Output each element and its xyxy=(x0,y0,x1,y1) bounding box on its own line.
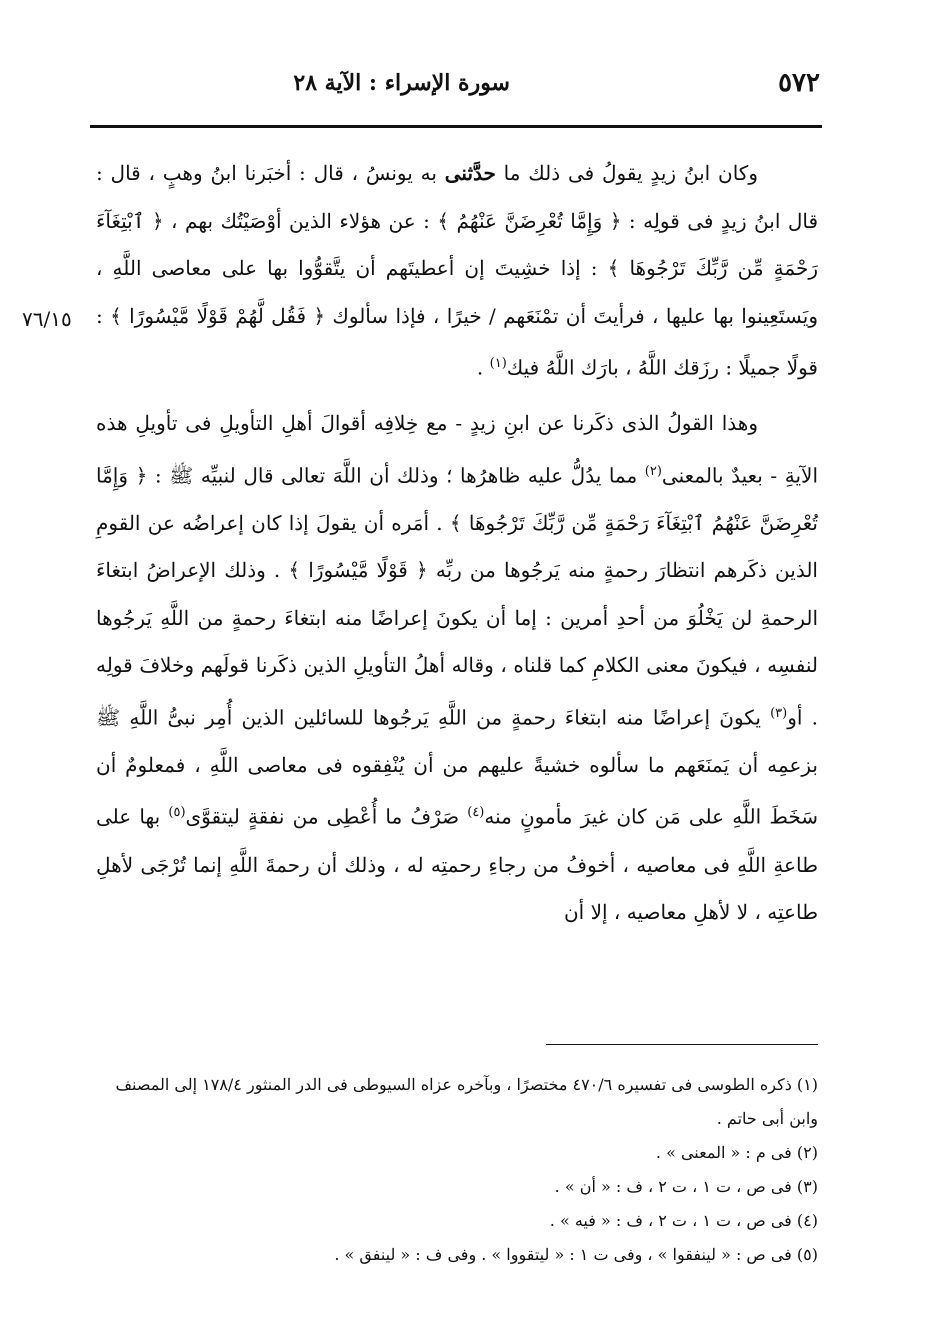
footnote: (٥) فى ص : « لينفقوا » ، وفى ت ١ : « ليتقووا » . وفى ف : « لينفق » . xyxy=(334,1245,818,1264)
quran-verse: ﴿ قَوْلًا مَّيْسُورًا ﴾ xyxy=(288,558,428,583)
quran-verse: ﴿ وَإِمَّا تُعْرِضَنَّ عَنْهُمُ ٱبْتِغَآءَ رَحْمَةٍ مِّن رَّبِّكَ تَرْجُوهَا ﴾ xyxy=(96,463,819,535)
text-run: . xyxy=(476,355,490,380)
page-number: ٥٧٢ xyxy=(778,68,820,98)
text-run: صَرْفُ ما أُعْطِى من نفقةٍ ليتقوَّى xyxy=(185,805,468,830)
main-text xyxy=(96,150,818,937)
quran-verse: ﴿ وَإِمَّا تُعْرِضَنَّ عَنْهُمُ ﴾ xyxy=(437,208,622,233)
quran-verse: ﴿ فَقُل لَّهُمْ قَوْلًا مَّيْسُورًا ﴾ xyxy=(110,303,326,328)
footnotes xyxy=(96,1068,818,1272)
header-divider xyxy=(90,125,822,128)
text-run: . أمَره أن يقولَ إذا كان إعراضُه عن القومِ الذين ذكَرهم انتظارَ رحمةٍ منه يَرجُوها من ربِّه xyxy=(96,510,818,583)
footnote: (٤) فى ص ، ت ١ ، ت ٢ ، ف : « فيه » . xyxy=(549,1211,818,1230)
text-run: : قولًا جميلًا : رزَقك اللَّهُ ، بارَك اللَّهُ فيك xyxy=(96,303,818,380)
emphasized-text: حدَّثنى xyxy=(444,161,496,185)
text-run: وكان ابنُ زيدٍ يقولُ فى ذلك ما xyxy=(495,161,758,185)
text-run: وهذا القولُ الذى ذكَرنا عن ابنِ زيدٍ - مع خِلافِه أقوالَ أهلِ التأويلِ فى تأويلِ هذه الآيةِ - بعيدٌ بالمعنى xyxy=(96,411,818,488)
footnote-marker: (٤) xyxy=(467,805,485,821)
paragraph xyxy=(96,400,818,936)
text-run: : إذا خشِيتَ إن أعطيتَهم أن يتَّقوُّوا بها على معاصى اللَّهِ ، ويَستَعِينوا بها عليها ، فرأيتَ أن تمْنَعَهم / خيرًا ، فإذا سألوك xyxy=(96,256,818,328)
text-run: يكونَ إعراضًا منه ابتغاءَ رحمةٍ من اللَّهِ يَرجُوها للسائلين الذين أُمِر نبىُّ اللَّهِ ﷺ بزعمِه أن يَمنَعَهم ما سألوه خشيةً عليهم من أن يُنْفِقوه فى معاصى اللَّهِ ، فمعلومٌ أن سَخَطَ اللَّهِ على مَن كان غيرَ مأمونٍ منه xyxy=(96,705,819,830)
margin-reference: ٧٦/١٥ xyxy=(22,307,72,331)
text-run: . وذلك الإعراضُ ابتغاءَ الرحمةِ لن يَخْلُوَ من أحدِ أمرين : إما أن يكونَ إعراضًا منه ابتغاءَ رحمةٍ من اللَّهِ يَرجُوها لنفسِه ، فيكونَ معنى الكلامِ كما قلناه ، وقاله أهلُ التأويلِ الذين ذكَرنا قولَهم وخلافَ قولِه . أو xyxy=(96,558,818,730)
footnote-marker: (٢) xyxy=(644,463,662,479)
footnote-marker: (٣) xyxy=(770,705,788,721)
text-run: به يونسُ ، قال : أخبَرنا ابنُ وهبٍ ، قال : قال ابنُ زيدٍ فى قولِه : xyxy=(96,161,819,233)
text-run: مما يدُلُّ عليه ظاهرُها ؛ وذلك أن اللَّهَ تعالى قال لنبيِّه ﷺ : xyxy=(147,463,645,488)
footnote: (٢) فى م : « المعنى » . xyxy=(655,1143,818,1162)
footnote-marker: (٥) xyxy=(168,805,186,821)
running-title: سورة الإسراء : الآية ٢٨ xyxy=(293,70,510,96)
footnote: (٣) فى ص ، ت ١ ، ت ٢ ، ف : « أن » . xyxy=(554,1177,818,1196)
page-header xyxy=(90,68,820,108)
footnote-marker: (١) xyxy=(489,356,507,371)
text-run: بها على طاعةِ اللَّهِ فى معاصيه ، أخوفُ من رجاءِ رحمتِه له ، وذلك أن رحمةَ اللَّهِ إنما تُرْجَى لأهلِ طاعتِه ، لا لأهلِ معاصيه ، إلا أن xyxy=(96,805,818,925)
footnote: (١) ذكره الطوسى فى تفسيره ٤٧٠/٦ مختصرًا ، وبآخره عزاه السيوطى فى الدر المنثور ١٧٨/٤ إلى المصنف وابن أبى حاتم . xyxy=(115,1075,818,1128)
footnote-divider xyxy=(546,1044,818,1045)
paragraph xyxy=(96,150,818,392)
quran-verse: ﴿ ٱبْتِغَآءَ رَحْمَةٍ مِّن رَّبِّكَ تَرْجُوهَا ﴾ xyxy=(96,208,818,280)
text-run: : عن هؤلاء الذين أوْصَيْتُك بهم ، xyxy=(163,208,438,233)
